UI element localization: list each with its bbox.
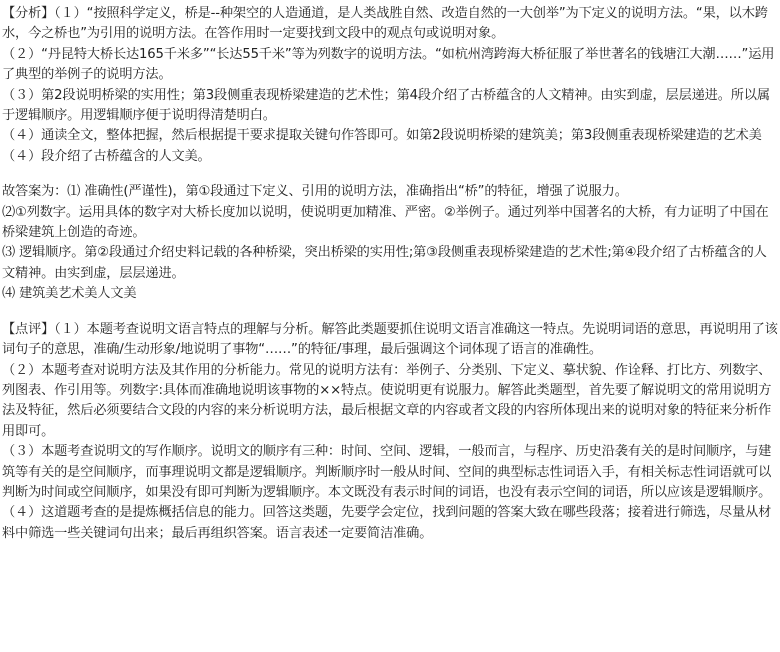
answer-paragraph-4: ⑷ 建筑美艺术美人文美 [2,286,137,302]
analysis-paragraph-3: （３）第2段说明桥梁的实用性；第3段侧重表现桥梁建造的艺术性；第4段介绍了古桥蕴含的人文精神。由实到虚，层层递进。所以属于逻辑顺序。用逻辑顺序便于说明得清楚明白。 [2,87,770,124]
analysis-section [2,4,778,167]
answer-paragraph-3: ⑶ 逻辑顺序。第②段通过介绍史料记载的各种桥梁，突出桥梁的实用性;第③段侧重表现桥梁建造的艺术性;第④段介绍了古桥蕴含的人文精神。由实到虚，层层递进。 [2,245,767,281]
analysis-paragraph-1: 【分析】（１）“按照科学定义，桥是--种架空的人造通道，是人类战胜自然、改造自然的一大创举”为下定义的说明方法。“果，以木跨水，今之桥也”为引用的说明方法。在答作用时一定要找到文段中的观点句或说明对象。 [2,6,768,42]
analysis-paragraph-4: （４）通读全文，整体把握，然后根据提干要求提取关键句作答即可。如第2段说明桥梁的建筑美；第3段侧重表现桥梁建造的艺术美（４）段介绍了古桥蕴含的人文美。 [2,128,762,164]
analysis-paragraph-2: （２）“丹昆特大桥长达165千米多”“长达55千米”等为列数字的说明方法。“如杭州湾跨海大桥征服了举世著名的钱塘江大潮……”运用了典型的举例子的说明方法。 [2,46,775,83]
comment-paragraph-4: （４）这道题考查的是提炼概括信息的能力。回答这类题，先要学会定位，找到问题的答案大致在哪些段落；接着进行筛选，尽量从材料中筛选一些关键词句出来；最后再组织答案。语言表述一定要简洁准确。 [2,505,772,541]
section-gap [2,167,778,182]
comment-paragraph-1: 【点评】（１）本题考查说明文语言特点的理解与分析。解答此类题要抓住说明文语言准确这一特点。先说明词语的意思，再说明用了该词句子的意思，准确/生动形象/地说明了事物“……”的特征/事理，最后强调这个词体现了语言的准确性。 [2,321,778,358]
comment-paragraph-3: （３）本题考查说明文的写作顺序。说明文的顺序有三种：时间、空间、逻辑，一般而言，与程序、历史沿袭有关的是时间顺序，与建筑等有关的是空间顺序，而事理说明文都是逻辑顺序。判断顺序时一般从时间、空间的典型标志性词语入手，有相关标志性词语就可以判断为时间或空间顺序，如果没有即可判断为逻辑顺序。本文既没有表示时间的词语，也没有表示空间的词语，所以应该是逻辑顺序。 [2,444,772,500]
answer-section [2,182,778,304]
comment-section [2,320,778,544]
answer-paragraph-2: ⑵①列数字。运用具体的数字对大桥长度加以说明，使说明更加精准、严密。②举例子。通过列举中国著名的大桥，有力证明了中国在桥梁建筑上创造的奇迹。 [2,204,769,241]
answer-paragraph-1: 故答案为：⑴ 准确性(严谨性)，第①段通过下定义、引用的说明方法，准确指出“桥”的特征，增强了说服力。 [2,184,628,200]
section-gap [2,305,778,320]
comment-paragraph-2: （２）本题考查对说明方法及其作用的分析能力。常见的说明方法有：举例子、分类别、下定义、摹状貌、作诠释、打比方、列数字、列图表、作引用等。列数字:具体而准确地说明该事物的××特点。使说明更有说服力。解答此类题型，首先要了解说明文的常用说明方法及特征，然后必须要结合文段的内容的来分析说明方法，最后根据文章的内容或者文段的内容所体现出来的说明对象的特征来分析作用即可。 [2,362,772,439]
